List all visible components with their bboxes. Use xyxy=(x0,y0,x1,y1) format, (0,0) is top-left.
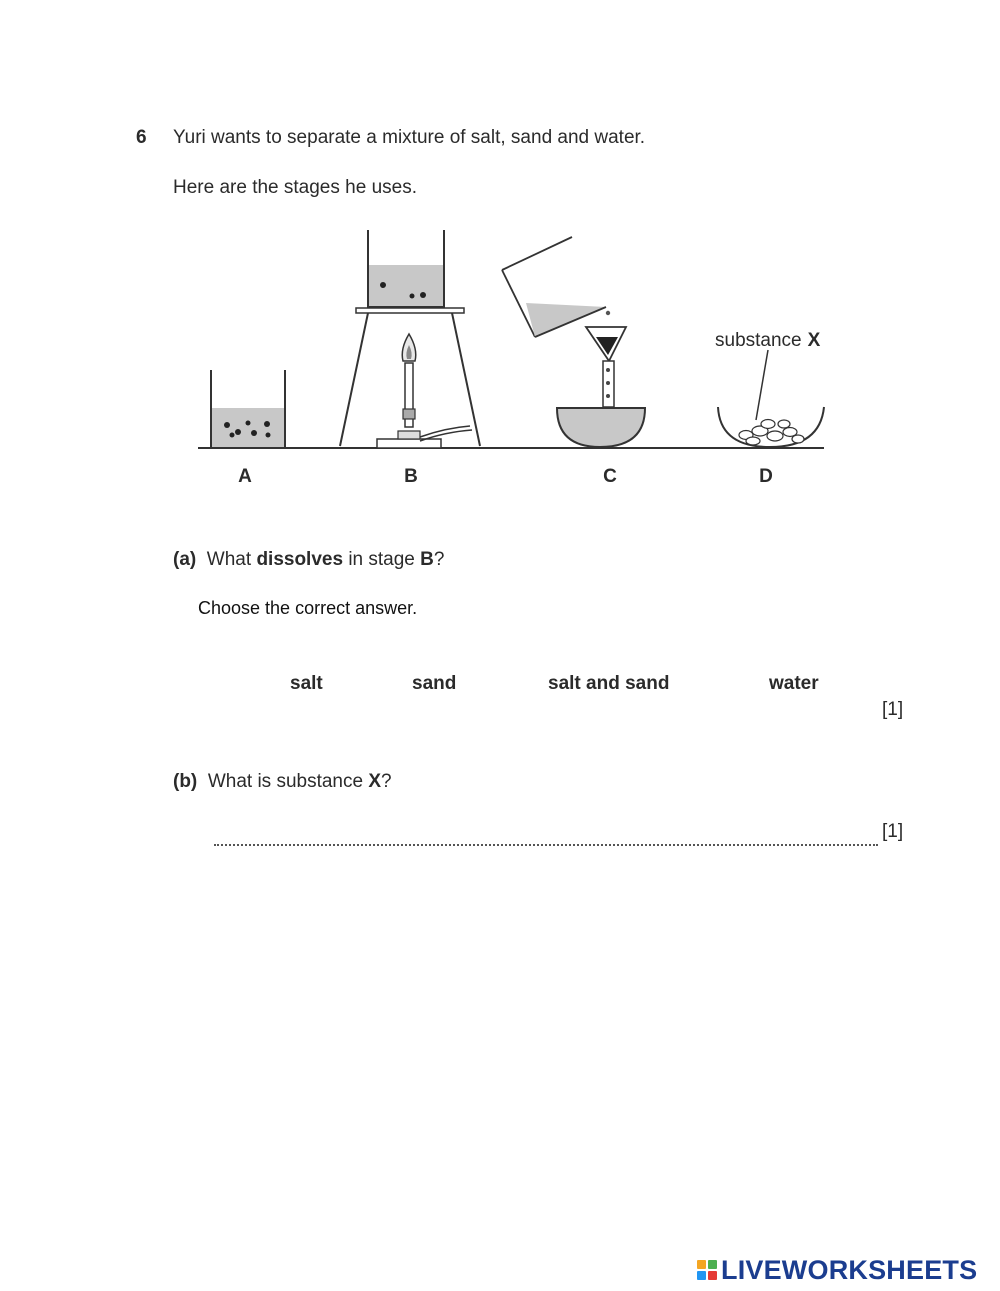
question-text: Yuri wants to separate a mixture of salt, sand and water. xyxy=(173,127,646,148)
stage-label-a: A xyxy=(238,466,252,487)
substance-letter: X xyxy=(807,330,821,351)
substance-x-label xyxy=(715,330,821,351)
part-b-q-end: ? xyxy=(381,771,392,792)
logo-square-i xyxy=(708,1260,717,1269)
option-salt-and-sand[interactable]: salt and sand xyxy=(548,673,670,694)
part-a-q-stage: B xyxy=(420,549,434,570)
part-b-question xyxy=(173,771,392,793)
option-sand[interactable]: sand xyxy=(412,673,457,694)
liveworksheets-logo xyxy=(697,1255,977,1285)
separation-diagram xyxy=(190,225,840,495)
logo-square-v xyxy=(697,1271,706,1280)
logo-grid-icon xyxy=(697,1260,717,1280)
question-number: 6 xyxy=(136,127,147,148)
part-b-marks: [1] xyxy=(882,821,904,842)
part-a-q-bold: dissolves xyxy=(256,549,344,570)
part-b-q-pre: What is substance xyxy=(207,771,364,792)
stage-a-beaker xyxy=(211,370,285,448)
logo-square-e xyxy=(708,1271,717,1280)
part-a-q-mid: in stage xyxy=(348,549,415,570)
question-intro: Here are the stages he uses. xyxy=(173,177,417,198)
option-salt[interactable]: salt xyxy=(290,673,323,694)
logo-text: LIVEWORKSHEETS xyxy=(721,1254,978,1285)
part-a-q-end: ? xyxy=(433,549,445,570)
substance-x-answer-input[interactable] xyxy=(214,822,878,846)
part-a-label: (a) xyxy=(173,549,197,570)
choose-instruction: Choose the correct answer. xyxy=(198,598,418,618)
substance-word: substance xyxy=(715,330,802,351)
part-b-q-bold: X xyxy=(368,771,382,792)
option-water[interactable]: water xyxy=(769,673,819,694)
part-a-marks: [1] xyxy=(882,699,904,720)
part-b-label: (b) xyxy=(173,771,198,792)
stage-c-filtering xyxy=(502,237,645,447)
stage-label-b: B xyxy=(404,466,418,487)
logo-square-l xyxy=(697,1260,706,1269)
stage-label-d: D xyxy=(759,466,773,487)
part-a-q-pre: What xyxy=(206,549,252,570)
part-a-question xyxy=(173,549,444,571)
stage-label-c: C xyxy=(603,466,617,487)
stage-d-crystals xyxy=(718,350,824,447)
stage-b-heating xyxy=(340,230,480,448)
